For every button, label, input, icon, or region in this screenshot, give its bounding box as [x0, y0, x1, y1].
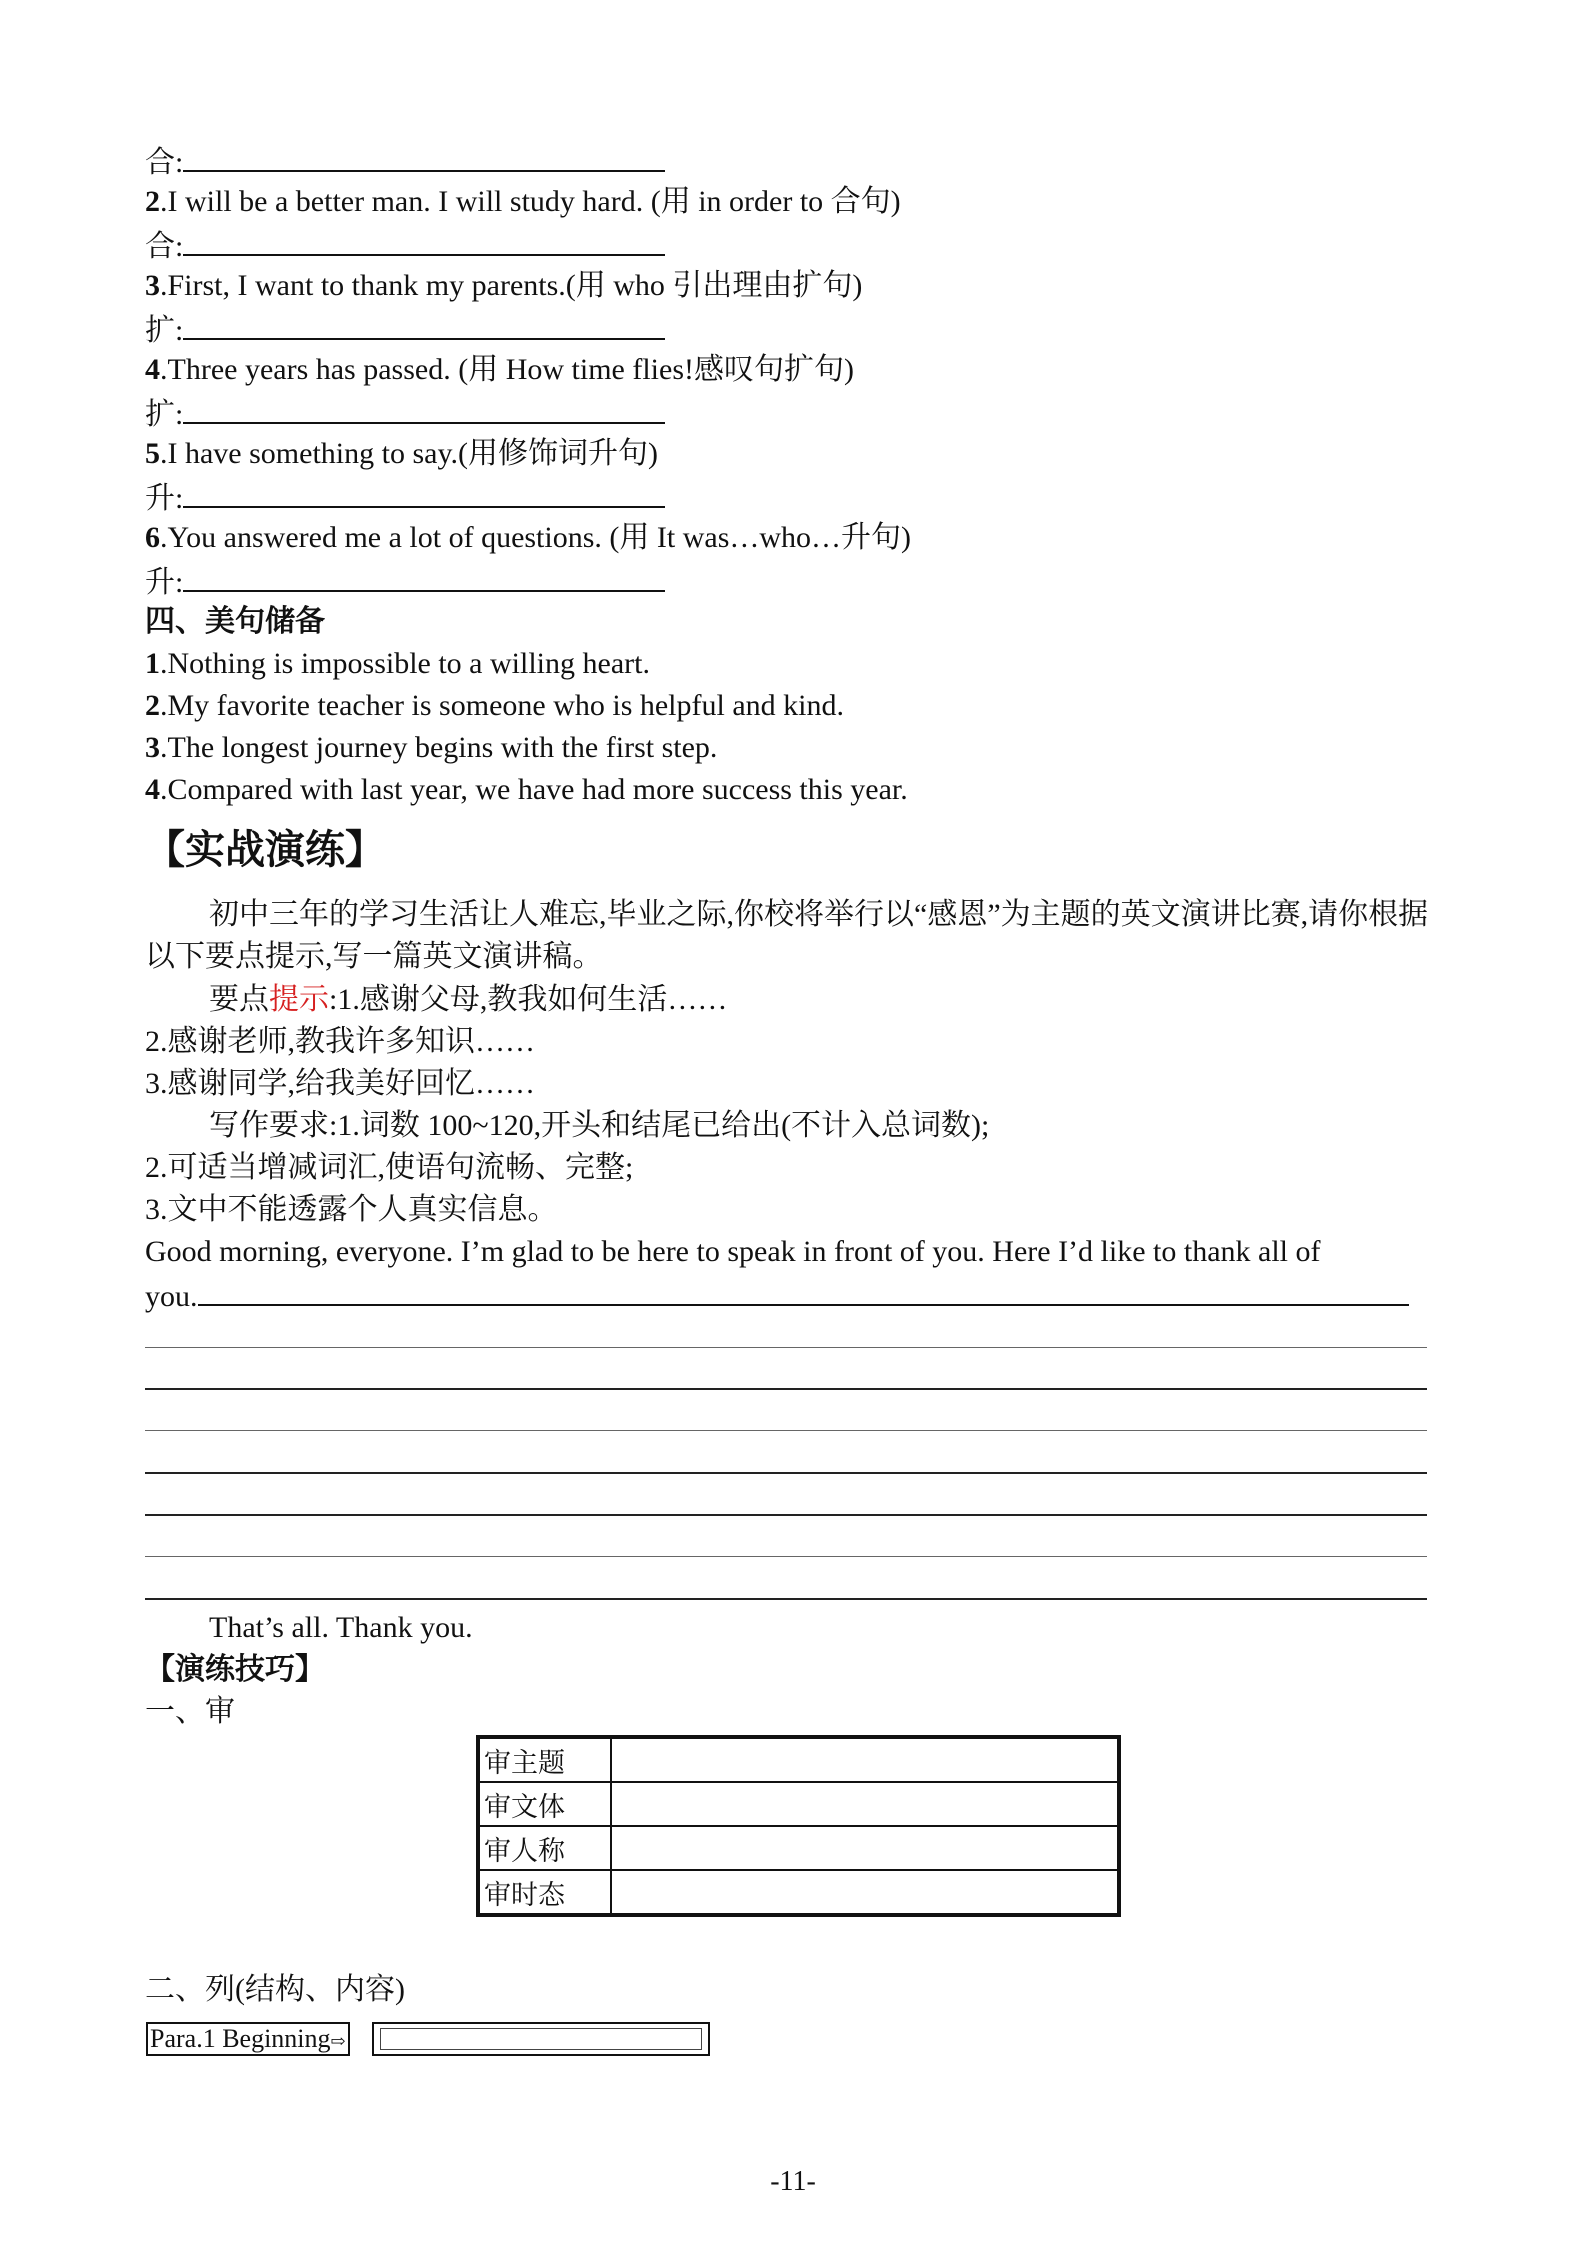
- exercise-6-answer-line: [145, 562, 665, 601]
- writing-line[interactable]: [145, 1472, 1427, 1474]
- answer-prefix: 扩:: [145, 398, 184, 431]
- exercise-2-prompt: 2.I will be a better man. I will study hard. (用 in order to 合句): [145, 185, 901, 218]
- answer-cell[interactable]: [611, 1737, 1119, 1782]
- answer-cell[interactable]: [611, 1782, 1119, 1826]
- requirement-1: 写作要求:1.词数 100~120,开头和结尾已给出(不计入总词数);: [209, 1109, 990, 1142]
- table-row: [478, 1826, 1119, 1870]
- answer-blank[interactable]: [183, 562, 665, 592]
- tips-heading: 【演练技巧】: [145, 1653, 325, 1686]
- para-1-beginning-box: Para.1 Beginning⇨: [146, 2022, 350, 2056]
- writing-line[interactable]: [145, 1514, 1427, 1516]
- points-line-3: 3.感谢同学,给我美好回忆……: [145, 1067, 535, 1100]
- writing-line[interactable]: [145, 1347, 1427, 1348]
- table-row: [478, 1737, 1119, 1782]
- answer-blank[interactable]: [183, 310, 665, 340]
- answer-blank[interactable]: [183, 394, 665, 424]
- exercise-5-answer-line: [145, 478, 665, 517]
- answer-prefix: 合:: [145, 230, 184, 263]
- exercise-5-prompt: 5.I have something to say.(用修饰词升句): [145, 437, 658, 470]
- answer-cell[interactable]: [611, 1870, 1119, 1915]
- sentence-1: 1.Nothing is impossible to a willing heart.: [145, 647, 650, 680]
- answer-cell[interactable]: [611, 1826, 1119, 1870]
- step-2-label: 二、列(结构、内容): [145, 1973, 405, 2006]
- exercise-2-answer-line: [145, 226, 665, 265]
- points-line-2: 2.感谢老师,教我许多知识……: [145, 1025, 535, 1058]
- writing-line[interactable]: [145, 1598, 1427, 1600]
- speech-opening-end: you.: [145, 1276, 1409, 1315]
- table-row: [478, 1782, 1119, 1826]
- exercise-3-answer-line: [145, 310, 665, 349]
- arrow-right-icon: ⇨: [330, 2031, 346, 2051]
- practice-intro: 初中三年的学习生活让人难忘,毕业之际,你校将举行以“感恩”为主题的英文演讲比赛,请你根据以下要点提示,写一篇英文演讲稿。: [145, 898, 1429, 973]
- section-4-heading: 四、美句储备: [145, 605, 325, 638]
- row-label: 审人称: [478, 1826, 611, 1870]
- review-table: [476, 1735, 1121, 1917]
- practice-heading: 【实战演练】: [145, 827, 385, 872]
- writing-blank[interactable]: [198, 1276, 1409, 1306]
- answer-prefix: 扩:: [145, 314, 184, 347]
- writing-line[interactable]: [145, 1430, 1427, 1431]
- page-number: -11-: [770, 2166, 816, 2197]
- answer-blank[interactable]: [183, 226, 665, 256]
- row-label: 审时态: [478, 1870, 611, 1915]
- step-1-label: 一、审: [145, 1695, 235, 1728]
- para-1-answer-box[interactable]: [372, 2022, 710, 2056]
- answer-prefix: 升:: [145, 566, 184, 599]
- row-label: 审主题: [478, 1737, 611, 1782]
- answer-prefix: 升:: [145, 482, 184, 515]
- answer-prefix: 合:: [145, 146, 184, 179]
- table-row: [478, 1870, 1119, 1915]
- exercise-3-prompt: 3.First, I want to thank my parents.(用 who 引出理由扩句): [145, 269, 863, 302]
- exercise-1-answer-line: [145, 142, 665, 181]
- points-line-1: 要点提示:1.感谢父母,教我如何生活……: [209, 983, 728, 1016]
- requirement-3: 3.文中不能透露个人真实信息。: [145, 1193, 558, 1226]
- row-label: 审文体: [478, 1782, 611, 1826]
- answer-blank[interactable]: [183, 142, 665, 172]
- speech-opening: Good morning, everyone. I’m glad to be here to speak in front of you. Here I’d like to thank all of: [145, 1235, 1321, 1268]
- exercise-6-prompt: 6.You answered me a lot of questions. (用 It was…who…升句): [145, 521, 912, 554]
- exercise-4-answer-line: [145, 394, 665, 433]
- answer-blank[interactable]: [183, 478, 665, 508]
- writing-line[interactable]: [145, 1388, 1427, 1390]
- sentence-3: 3.The longest journey begins with the first step.: [145, 731, 718, 764]
- requirement-2: 2.可适当增减词汇,使语句流畅、完整;: [145, 1151, 634, 1184]
- writing-line[interactable]: [145, 1556, 1427, 1557]
- sentence-4: 4.Compared with last year, we have had more success this year.: [145, 773, 908, 806]
- exercise-4-prompt: 4.Three years has passed. (用 How time flies!感叹句扩句): [145, 353, 854, 386]
- speech-closing: That’s all. Thank you.: [209, 1611, 473, 1644]
- sentence-2: 2.My favorite teacher is someone who is helpful and kind.: [145, 689, 844, 722]
